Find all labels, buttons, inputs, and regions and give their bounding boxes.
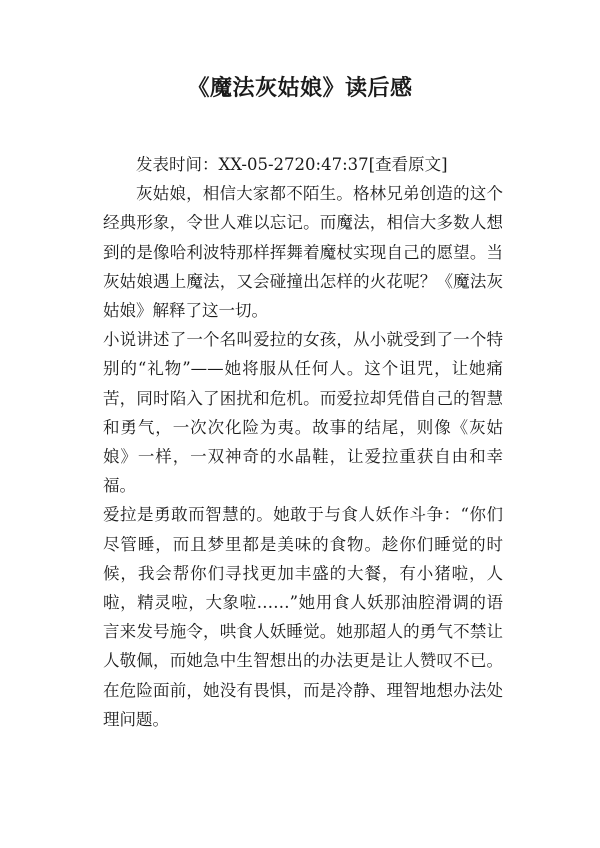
- document-body: [103, 150, 503, 734]
- paragraph-1: 灰姑娘，相信大家都不陌生。格林兄弟创造的这个经典形象，令世人难以忘记。而魔法，相信大多数人想到的是像哈利波特那样挥舞着魔杖实现自己的愿望。当灰姑娘遇上魔法，又会碰撞出怎样的火花呢？《魔法灰姑娘》解释了这一切。: [103, 184, 503, 321]
- paragraph-3: 爱拉是勇敢而智慧的。她敢于与食人妖作斗争：“你们尽管睡，而且梦里都是美味的食物。趁你们睡觉的时候，我会帮你们寻找更加丰盛的大餐，有小猪啦，人啦，精灵啦，大象啦……”她用食人妖那油腔滑调的语言来发号施令，哄食人妖睡觉。她那超人的勇气不禁让人敬佩，而她急中生智想出的办法更是让人赞叹不已。在危险面前，她没有畏惧，而是冷静、理智地想办法处理问题。: [103, 505, 503, 729]
- publish-meta: 发表时间：XX-05-2720:47:37[查看原文]: [136, 155, 448, 174]
- paragraph-2: 小说讲述了一个名叫爱拉的女孩，从小就受到了一个特别的“礼物”——她将服从任何人。这个诅咒，让她痛苦，同时陷入了困扰和危机。而爱拉却凭借自己的智慧和勇气，一次次化险为夷。故事的结尾，则像《灰姑娘》一样，一双神奇的水晶鞋，让爱拉重获自由和幸福。: [103, 330, 503, 496]
- document-title: 《魔法灰姑娘》读后感: [187, 76, 413, 101]
